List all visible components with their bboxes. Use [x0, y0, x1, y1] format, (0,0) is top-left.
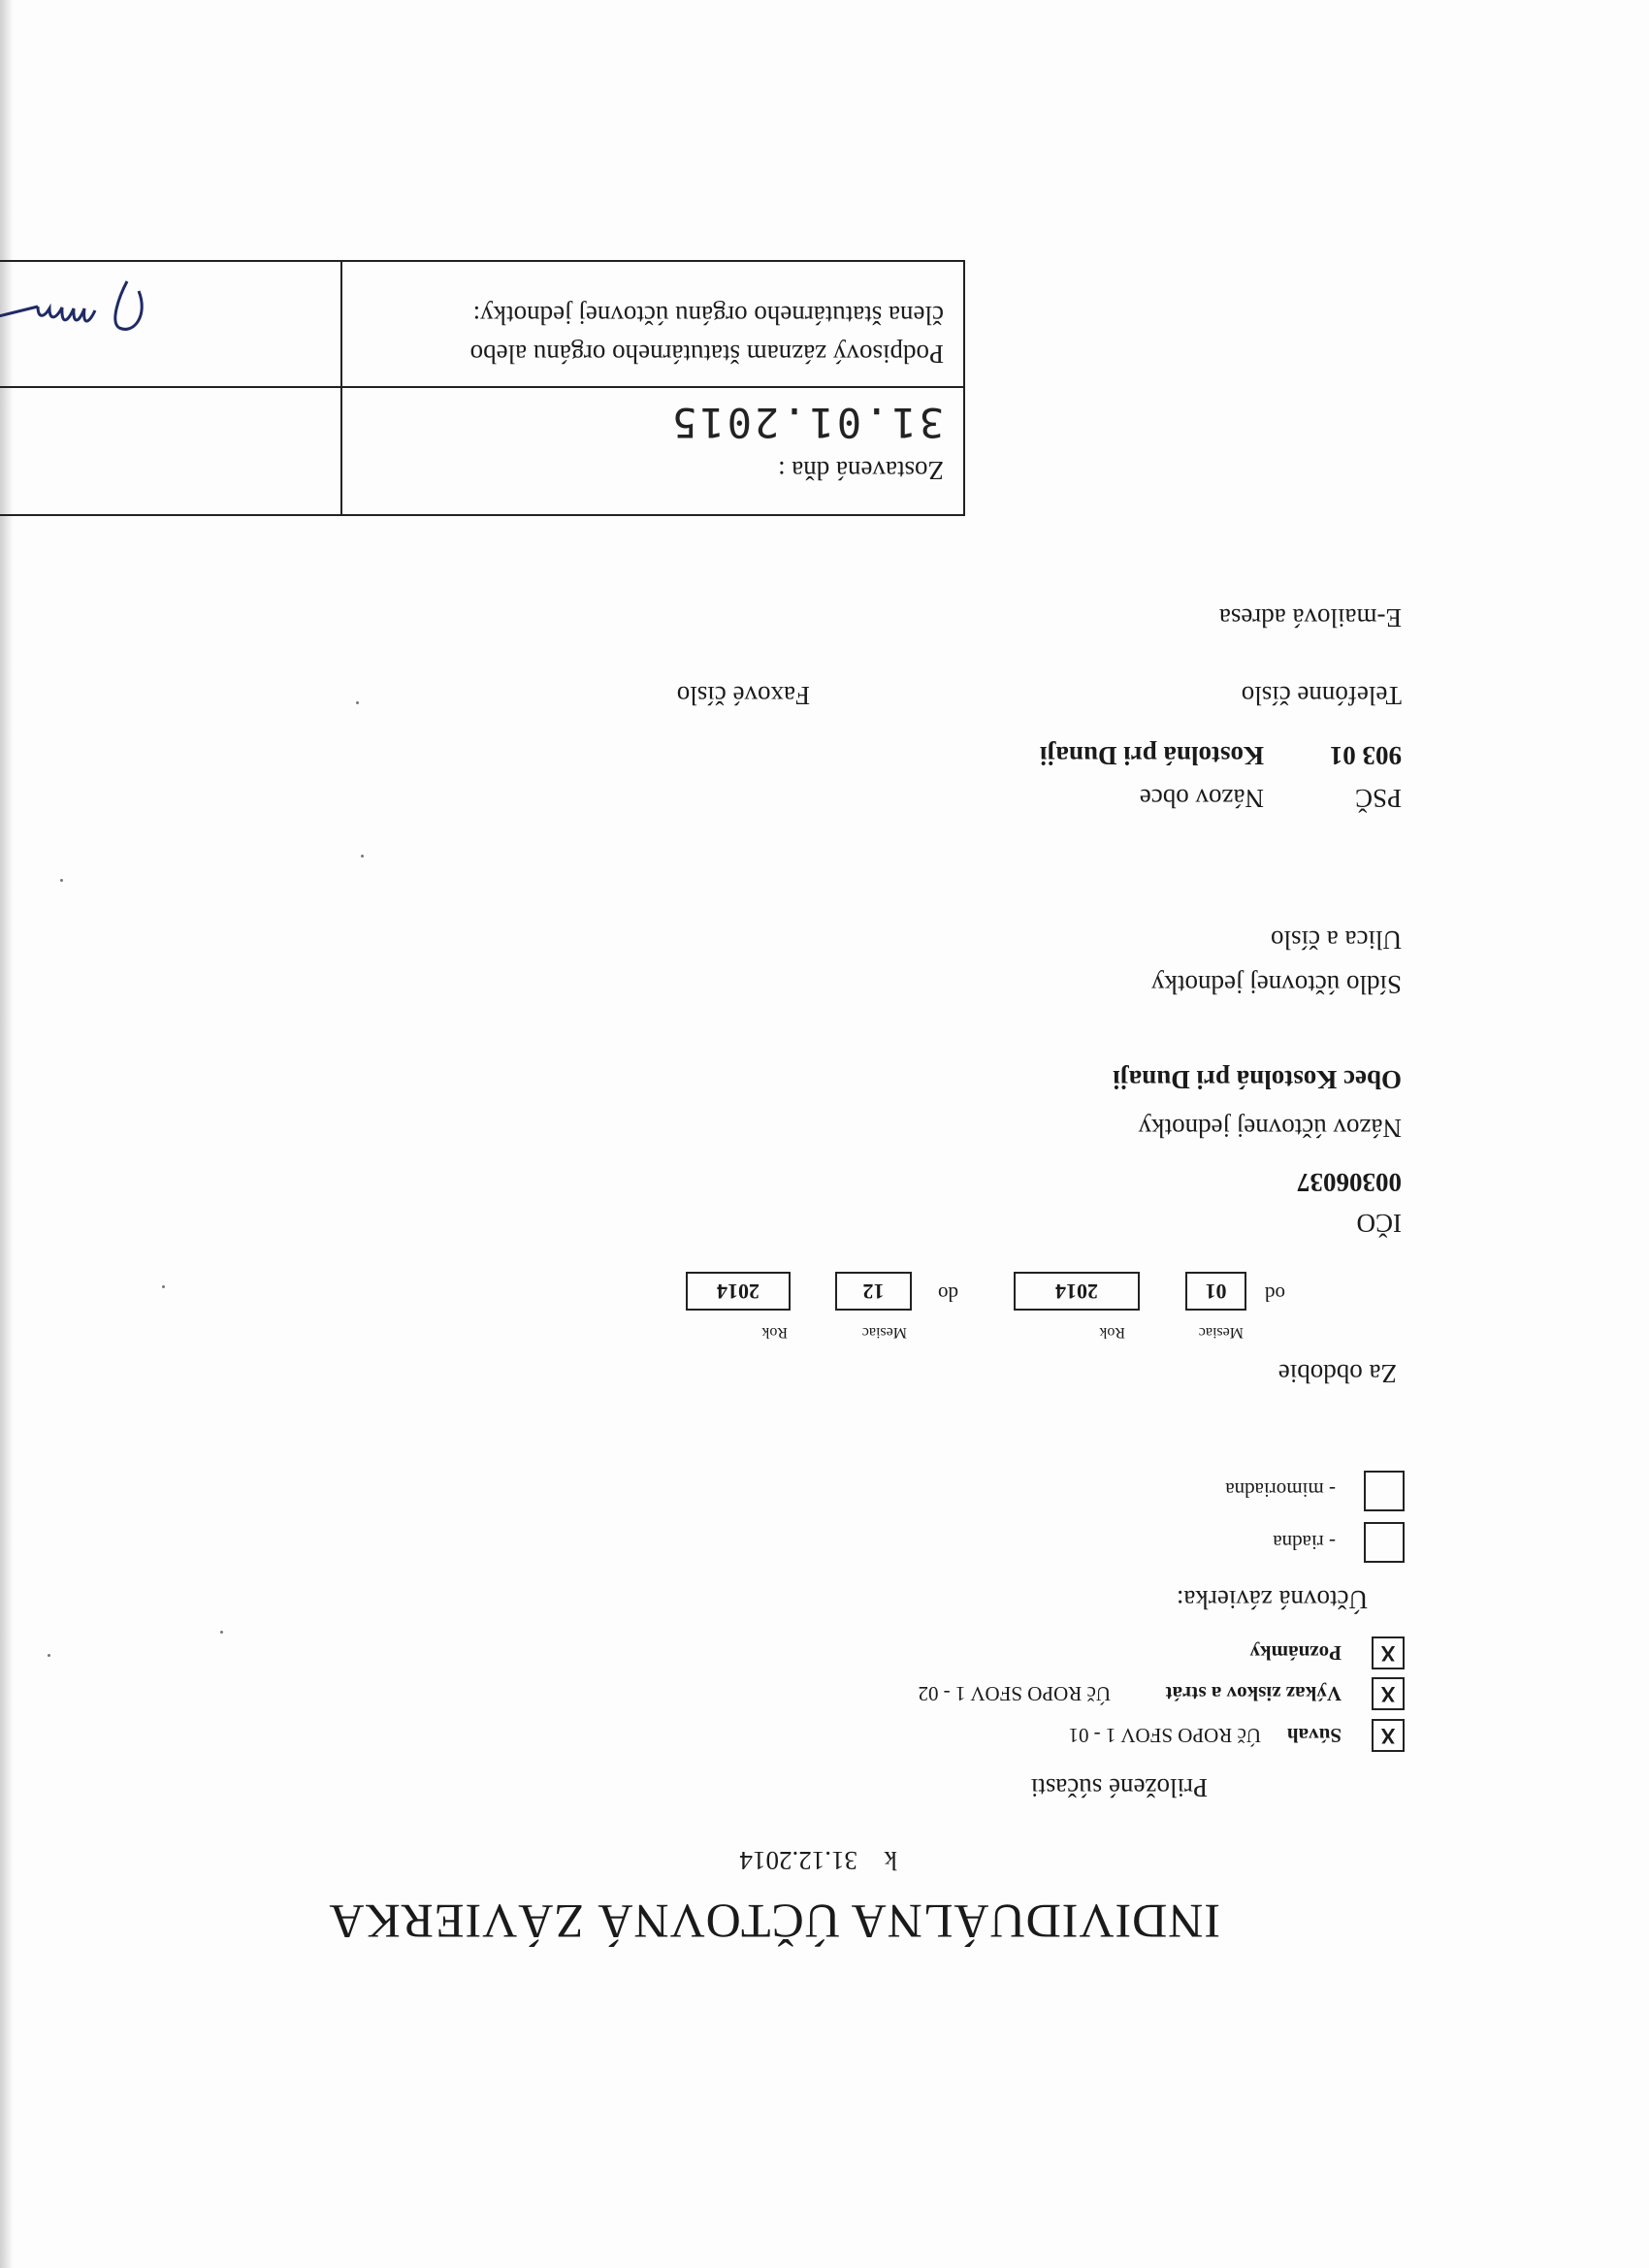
ico-value: 00306037 — [1297, 1168, 1402, 1197]
signature-label-line2: člena štatutárneho orgánu účtovnej jednotky: — [472, 301, 944, 330]
as-of-date: 31.12.2014 — [739, 1846, 857, 1875]
compiled-date-value: 31.01.2015 — [669, 399, 944, 446]
period-from-year-label: Rok — [1099, 1324, 1125, 1341]
town-label: Názov obce — [1139, 784, 1264, 813]
signature-label-line1: Podpisový záznam štatutárneho orgánu alebo — [469, 340, 944, 369]
period-to-month[interactable]: 12 — [835, 1272, 912, 1311]
attachment-name-vykaz: Výkaz ziskov a strát — [1165, 1682, 1342, 1705]
closing-type-checkbox-extraordinary[interactable] — [1364, 1471, 1405, 1511]
attachment-checkbox-poznamky[interactable]: X — [1372, 1636, 1405, 1669]
attachment-name-suvaha: Súvah — [1286, 1724, 1342, 1747]
seat-label: Sídlo účtovnej jednotky — [1151, 970, 1402, 999]
email-label: E-mailová adresa — [1218, 603, 1402, 632]
street-label: Ulica a číslo — [1271, 925, 1402, 955]
scan-speck — [361, 855, 364, 858]
attachment-checkbox-vykaz[interactable]: X — [1372, 1677, 1405, 1710]
period-from-year[interactable]: 2014 — [1014, 1272, 1140, 1311]
psc-label: PSČ — [1354, 784, 1402, 813]
scan-speck — [60, 879, 63, 882]
psc-value: 903 01 — [1329, 741, 1402, 770]
scan-speck — [356, 701, 359, 704]
as-of-prefix: k — [884, 1846, 897, 1875]
town-value: Kostolná pri Dunaji — [1039, 741, 1264, 770]
entity-name-label: Názov účtovnej jednotky — [1138, 1114, 1402, 1143]
attachment-code-suvaha: Úč ROPO SFOV 1 - 01 — [1068, 1724, 1261, 1747]
scan-speck — [162, 1285, 165, 1288]
entity-name-value: Obec Kostolná pri Dunaji — [1113, 1065, 1402, 1094]
period-to-year-label: Rok — [761, 1324, 788, 1341]
signature-table-row-divider — [0, 386, 963, 388]
compiled-date-label: Zostavená dňa : — [778, 456, 944, 485]
scan-speck — [220, 1631, 223, 1634]
as-of-line — [740, 1845, 898, 1875]
attachments-heading: Priložené súčasti — [1030, 1773, 1208, 1802]
fax-label: Faxové číslo — [676, 681, 810, 710]
signature-table-divider — [340, 262, 342, 514]
period-from-month-label: Mesiac — [1198, 1324, 1244, 1341]
closing-type-label-extraordinary: - mimoriadna — [1225, 1478, 1336, 1502]
phone-label: Telefónne číslo — [1241, 681, 1402, 710]
closing-type-checkbox-regular[interactable] — [1364, 1522, 1405, 1563]
attachment-name-poznamky: Poznámky — [1249, 1641, 1342, 1665]
period-from-month[interactable]: 01 — [1185, 1272, 1246, 1311]
closing-type-label-regular: - riadna — [1273, 1531, 1336, 1554]
attachment-code-vykaz: Úč ROPO SFOV 1 - 02 — [918, 1682, 1111, 1705]
period-from-label: od — [1265, 1282, 1285, 1306]
attachment-checkbox-suvaha[interactable]: X — [1372, 1719, 1405, 1752]
signature-table — [0, 260, 965, 516]
period-to-year[interactable]: 2014 — [686, 1272, 791, 1311]
handwritten-signature — [0, 262, 168, 369]
period-heading: Za obdobie — [1277, 1359, 1397, 1388]
period-to-label: do — [938, 1282, 958, 1306]
ico-label: IČO — [1356, 1209, 1402, 1238]
scan-speck — [48, 1654, 50, 1657]
period-to-month-label: Mesiac — [861, 1324, 907, 1341]
closing-type-heading: Účtovná závierka: — [1176, 1585, 1368, 1614]
document-title: INDIVIDUÁLNA ÚČTOVNÁ ZÁVIERKA — [328, 1895, 1220, 1949]
